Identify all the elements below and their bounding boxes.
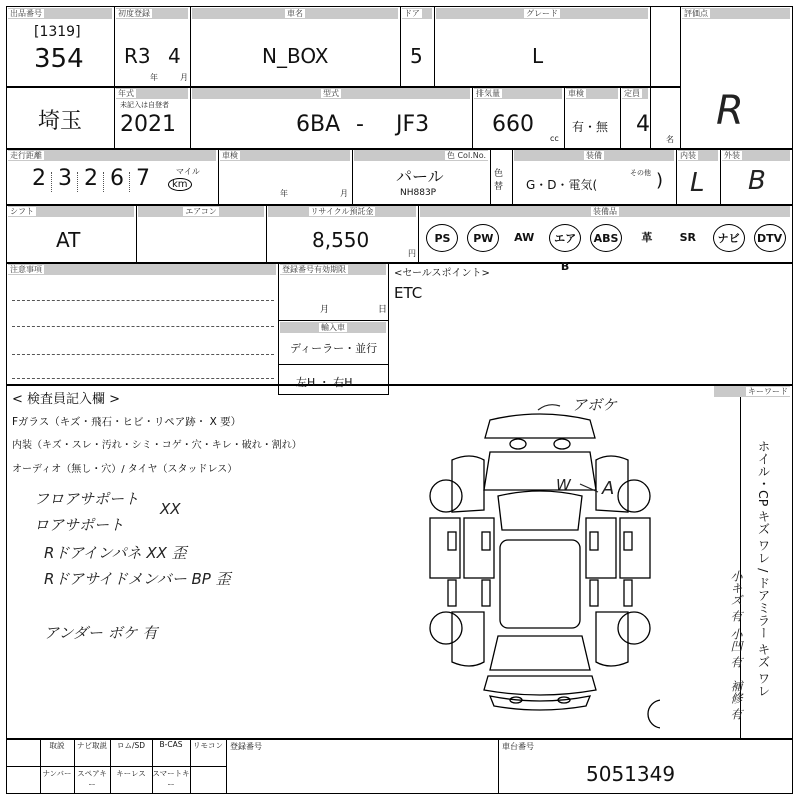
diagram-label: キーワード [714, 386, 790, 397]
feature-革: 革 [641, 231, 653, 244]
footer-top-row [6, 738, 226, 766]
feature-PS: PS [426, 224, 458, 252]
inspector-note-5: アンダー ボケ 有 [44, 624, 158, 642]
legend-item-1: 小キズ 有 [729, 570, 743, 622]
feature-DTV: DTV [754, 224, 786, 252]
expiry-day-unit: 日 [378, 305, 388, 315]
mileage-digit: 3 [58, 166, 72, 191]
doors: 5 [410, 44, 423, 68]
footer-cell: 取説 [49, 741, 65, 750]
diagram-note-3: A [602, 478, 615, 499]
footer-cell: ナビ取説 [77, 741, 107, 750]
sales-point: ETC [394, 284, 423, 302]
type-code: JF3 [396, 112, 430, 137]
ac-label: エアコン [138, 206, 264, 217]
shift-label: シフト [8, 206, 134, 217]
color: パール [396, 167, 444, 186]
shift: AT [56, 228, 81, 252]
feature-list [422, 222, 790, 273]
color-change-label: 色替 [494, 169, 504, 192]
legend-item-3: 補修 有 [729, 680, 743, 720]
equipment-detail-label: 装備品 [420, 206, 790, 217]
model-year-label: 年式 [116, 88, 188, 99]
inspector-line2: 内装（キズ・スレ・汚れ・シミ・コゲ・穴・キレ・破れ・割れ） [12, 440, 302, 451]
legend-item-2: 小凹 有 [729, 628, 743, 668]
inspector-note-3: Rドアインパネ XX 歪 [44, 544, 187, 562]
score-handwritten: R [716, 88, 744, 134]
mileage-digit: 7 [136, 166, 150, 191]
equipment-options: G・D・電気( [526, 178, 598, 192]
inspector-note-4: Rドアサイドメンバー BP 歪 [44, 570, 231, 588]
footer-cell: スマートキー [152, 769, 190, 789]
feature-ABS: ABS [590, 224, 622, 252]
sales-point-label: <セールスポイント> [394, 268, 490, 279]
lot-number: 354 [34, 44, 84, 74]
interior-handwritten: L [690, 168, 705, 198]
cc-unit: cc [550, 134, 559, 143]
caution-label: 注意事項 [8, 264, 276, 275]
year-unit: 年 [150, 73, 158, 82]
equipment-label: 装備 [514, 150, 674, 161]
footer-cell: スペアキー [77, 769, 107, 789]
inspector-title: < 検査員記入欄 > [12, 392, 121, 407]
type-dash: - [356, 112, 364, 137]
mileage-label: 走行距離 [8, 150, 216, 161]
capacity-unit: 名 [666, 135, 674, 144]
grade-label: グレード [436, 8, 648, 19]
footer-cell: キーレス [116, 769, 146, 778]
inspection-value: 有・無 [572, 120, 609, 134]
score-label: 評価点 [682, 8, 790, 19]
recycle-label: リサイクル預託金 [268, 206, 416, 217]
chassis-number: 5051349 [586, 762, 676, 786]
car-name-label: 車名 [192, 8, 398, 19]
km-label: km [168, 178, 192, 191]
era: R3 [124, 44, 151, 68]
diagram-note-2: W [556, 476, 571, 494]
feature-PW: PW [467, 224, 499, 252]
car-diagram [420, 400, 660, 730]
recycle-amount: 8,550 [312, 228, 370, 252]
import-label: 輸入車 [280, 322, 386, 333]
equipment-other: その他 [630, 169, 651, 177]
feature-エアB: エアB [549, 224, 581, 252]
equipment-close: ) [656, 170, 664, 191]
registration-label: 登録番号 [230, 742, 262, 751]
footer-cell: B-CAS [159, 740, 183, 749]
legend-text: ホイル・CP キズ ワレ / ドアミラー キズ ワレ [756, 440, 771, 697]
capacity-label: 定員 [622, 88, 648, 99]
inspection-label: 車検 [566, 88, 618, 99]
feature-SR: SR [679, 231, 696, 244]
dealer-text: ディーラー・並行 [290, 342, 378, 355]
exterior-handwritten: B [748, 166, 766, 196]
diagram-note-1: アボケ [572, 396, 618, 414]
month: 4 [168, 44, 181, 68]
inspection-expiry-label: 車検 [220, 150, 350, 161]
mileage-digit: 6 [110, 166, 124, 191]
lot-number-label: 出品番号 [8, 8, 112, 19]
region: 埼玉 [38, 109, 83, 134]
footer-cell: ナンバー [42, 769, 72, 778]
inspector-note-1: フロアサポート [34, 490, 140, 508]
yen-unit: 円 [408, 249, 416, 258]
expiry-month-unit: 月 [320, 305, 330, 315]
feature-ナビ: ナビ [713, 224, 745, 252]
steering-text: 左H ・ 右H [296, 376, 353, 389]
footer-cell: ロム/SD [116, 741, 146, 750]
inspector-line1: Fガラス（キズ・飛石・ヒビ・リペア跡・ X 要） [12, 416, 242, 428]
mileage-digit: 2 [32, 166, 46, 191]
footer-cell: リモコン [193, 741, 223, 750]
exterior-label: 外装 [722, 150, 790, 161]
lot-number-small: [1319] [34, 24, 81, 40]
displacement-label: 排気量 [474, 88, 562, 99]
month-unit: 月 [180, 73, 188, 82]
inspector-note-2: ロアサポート [34, 516, 125, 534]
car-name: N_BOX [262, 44, 329, 68]
grade: L [532, 44, 544, 68]
mile-label: マイル [176, 167, 200, 176]
doors-label: ドア [402, 8, 432, 19]
first-registration-label: 初度登録 [116, 8, 188, 19]
color-code: NH883P [400, 188, 437, 198]
inspection-year-unit: 年 [280, 189, 288, 198]
model-year: 2021 [120, 112, 176, 137]
chassis-label: 車台番号 [502, 742, 534, 751]
inspector-line3: オーディオ（無し・穴）/ タイヤ（スタッドレス） [12, 464, 238, 475]
inspection-month-unit: 月 [340, 189, 348, 198]
type-prefix: 6BA [296, 112, 341, 137]
expiry-label: 登録番号有効期限 [280, 264, 386, 275]
mileage-digit: 2 [84, 166, 98, 191]
unregistered-note: 未記入は自登者 [120, 101, 169, 109]
interior-label: 内装 [678, 150, 718, 161]
displacement: 660 [492, 112, 534, 137]
footer-bottom-row [6, 766, 226, 794]
feature-AW: AW [514, 231, 535, 244]
type-label: 型式 [192, 88, 470, 99]
capacity: 4 [636, 112, 650, 137]
inspector-note-suffix: XX [160, 500, 181, 518]
color-label: 色 Col.No. [354, 150, 488, 161]
